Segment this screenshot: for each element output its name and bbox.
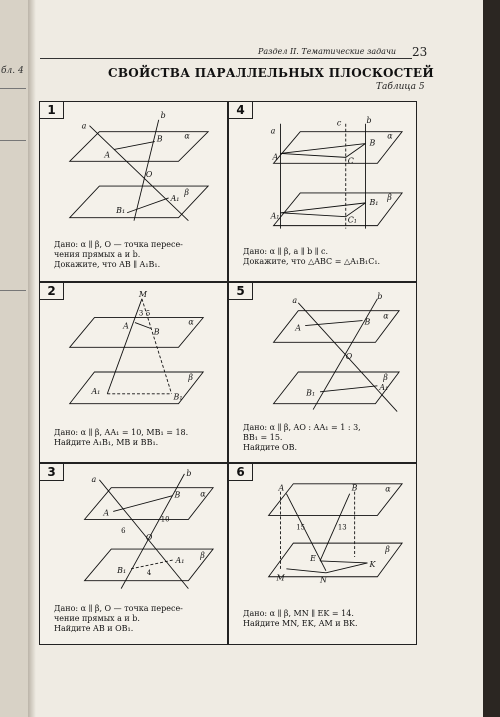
plane-alpha (269, 484, 403, 516)
triangle-A1B1C1 (280, 203, 365, 217)
label-A1: A₁ (379, 382, 389, 392)
problem-text-line: Найдите OB. (243, 443, 298, 452)
label-B: B (369, 138, 376, 148)
label-beta: β (188, 372, 193, 382)
adjacent-page-rule (0, 140, 26, 141)
label-b: b (366, 115, 372, 125)
label-alpha: α (184, 131, 190, 141)
label-b: b (160, 110, 166, 120)
problem-text-line: Найдите A₁B₁, MB и BB₁. (54, 438, 159, 447)
problem-text (54, 428, 188, 448)
label-15: 15 (296, 523, 306, 532)
label-O: O (345, 352, 353, 362)
label-E: E (310, 553, 316, 563)
segment-A1B1 (127, 198, 169, 213)
segment-A1B1 (131, 560, 174, 569)
table-label: Таблица 5 (376, 82, 425, 92)
segment-AB (135, 323, 151, 329)
segment-AB (305, 321, 362, 326)
plane-beta (70, 372, 204, 404)
plane-alpha (70, 318, 204, 348)
label-A: A (123, 321, 129, 331)
label-b: b (186, 468, 192, 478)
label-B1: B₁ (117, 565, 127, 575)
problem-text-line: Дано: α ∥ β, AO : AA₁ = 1 : 3, (243, 423, 361, 432)
label-B1: B₁ (116, 205, 126, 215)
label-B: B (153, 327, 160, 337)
label-5: 5 (145, 309, 151, 318)
segment-EK (320, 561, 367, 563)
problem-cell-2 (39, 282, 228, 463)
problem-text-line: Дано: α ∥ β, O — точка пересе- (54, 604, 183, 613)
label-a: a (292, 295, 298, 305)
page-number: 23 (412, 45, 428, 59)
segment-NK (326, 563, 368, 573)
problem-cell-6 (228, 463, 417, 645)
label-A: A (295, 323, 302, 333)
problem-text (54, 604, 183, 634)
problem-cell-1 (39, 101, 228, 282)
label-beta: β (387, 192, 392, 202)
label-A1: A₁ (170, 193, 180, 203)
label-beta: β (385, 545, 390, 555)
segment-AB (114, 142, 155, 150)
label-A: A (278, 483, 285, 493)
problem-text-line: чения прямых a и b. (54, 250, 141, 259)
label-alpha: α (383, 311, 389, 321)
book-page (28, 0, 483, 717)
label-beta: β (383, 372, 388, 382)
adjacent-page-rule (0, 88, 26, 89)
label-3: 3 (138, 309, 144, 318)
problem-text-line: Докажите, что AB ∥ A₁B₁. (54, 260, 161, 269)
label-B: B (364, 317, 371, 327)
adjacent-page-edge (0, 0, 28, 717)
header-rule (40, 58, 412, 59)
label-10: 10 (160, 515, 170, 524)
problem-text-line: чение прямых a и b. (54, 614, 140, 623)
label-K: K (369, 559, 376, 569)
label-B1: B₁ (369, 197, 379, 207)
adjacent-page-label: бл. 4 (1, 66, 24, 76)
running-header (28, 45, 483, 59)
label-6: 6 (121, 527, 126, 536)
label-A1: A₁ (91, 386, 101, 396)
label-alpha: α (387, 131, 393, 141)
label-13: 13 (337, 523, 347, 532)
section-title: Раздел II. Тематические задачи (258, 47, 397, 56)
label-M: M (276, 573, 285, 583)
problem-text-line: Дано: α ∥ β, AA₁ = 10, MB₁ = 18. (54, 428, 189, 437)
label-alpha: α (188, 317, 194, 327)
problem-text (243, 423, 361, 453)
label-B: B (351, 483, 358, 493)
label-b: b (377, 291, 383, 301)
label-a: a (270, 126, 276, 136)
problem-number: 4 (229, 102, 253, 119)
background-edge (483, 0, 500, 717)
problem-number: 6 (229, 464, 253, 481)
problem-text (243, 609, 358, 629)
problem-number: 1 (40, 102, 64, 119)
label-A: A (272, 152, 279, 162)
label-alpha: α (385, 484, 391, 494)
label-M: M (138, 289, 148, 299)
label-C1: C₁ (347, 215, 357, 225)
problem-text (54, 240, 183, 270)
line-MA1 (107, 299, 142, 394)
segment-MN (286, 569, 326, 573)
problem-text-line: Дано: α ∥ β, MN ∥ EK = 14. (243, 609, 354, 618)
label-alpha: α (200, 489, 206, 499)
problem-cell-4 (228, 101, 417, 282)
problem-cell-5 (228, 282, 417, 463)
label-B1: B₁ (173, 392, 183, 402)
page-title: СВОЙСТВА ПАРАЛЛЕЛЬНЫХ ПЛОСКОСТЕЙ (108, 66, 434, 80)
label-B1: B₁ (306, 388, 316, 398)
label-4: 4 (146, 568, 152, 577)
label-a: a (91, 474, 97, 484)
label-O: O (145, 170, 153, 180)
label-c: c (336, 118, 342, 128)
problem-text (243, 247, 380, 267)
label-C: C (347, 156, 354, 166)
plane-beta (274, 193, 403, 226)
problem-text-line: BB₁ = 15. (243, 433, 283, 442)
segment-AB (113, 496, 172, 512)
label-A: A (103, 508, 110, 518)
triangle-ABC (280, 144, 365, 158)
plane-beta (269, 543, 403, 577)
segment-A1B1 (320, 386, 377, 392)
problem-table (39, 101, 417, 645)
label-a: a (81, 121, 87, 131)
label-beta: β (200, 550, 205, 560)
problem-text-line: Дано: α ∥ β, a ∥ b ∥ c. (243, 247, 329, 256)
problem-text-line: Найдите MN, EK, AM и BK. (243, 619, 358, 628)
plane-alpha (274, 132, 403, 164)
problem-text-line: Докажите, что △ABC = △A₁B₁C₁. (243, 257, 381, 266)
problem-number: 5 (229, 283, 253, 300)
label-B: B (156, 134, 163, 144)
label-A1: A₁ (175, 555, 185, 565)
label-N: N (320, 575, 327, 585)
problem-number: 3 (40, 464, 64, 481)
label-O: O (145, 533, 153, 543)
segment-AN (286, 494, 326, 571)
problem-cell-3 (39, 463, 228, 645)
problem-number: 2 (40, 283, 64, 300)
label-B: B (174, 490, 181, 500)
label-A: A (104, 150, 111, 160)
label-A1: A₁ (270, 211, 280, 221)
label-beta: β (184, 187, 190, 197)
adjacent-page-rule (0, 290, 26, 291)
page-gutter-shadow (28, 0, 36, 717)
problem-text-line: Найдите AB и OB₁. (54, 624, 134, 633)
line-a (89, 126, 188, 221)
problem-text-line: Дано: α ∥ β, O — точка пересе- (54, 240, 183, 249)
plane-alpha (274, 311, 400, 343)
